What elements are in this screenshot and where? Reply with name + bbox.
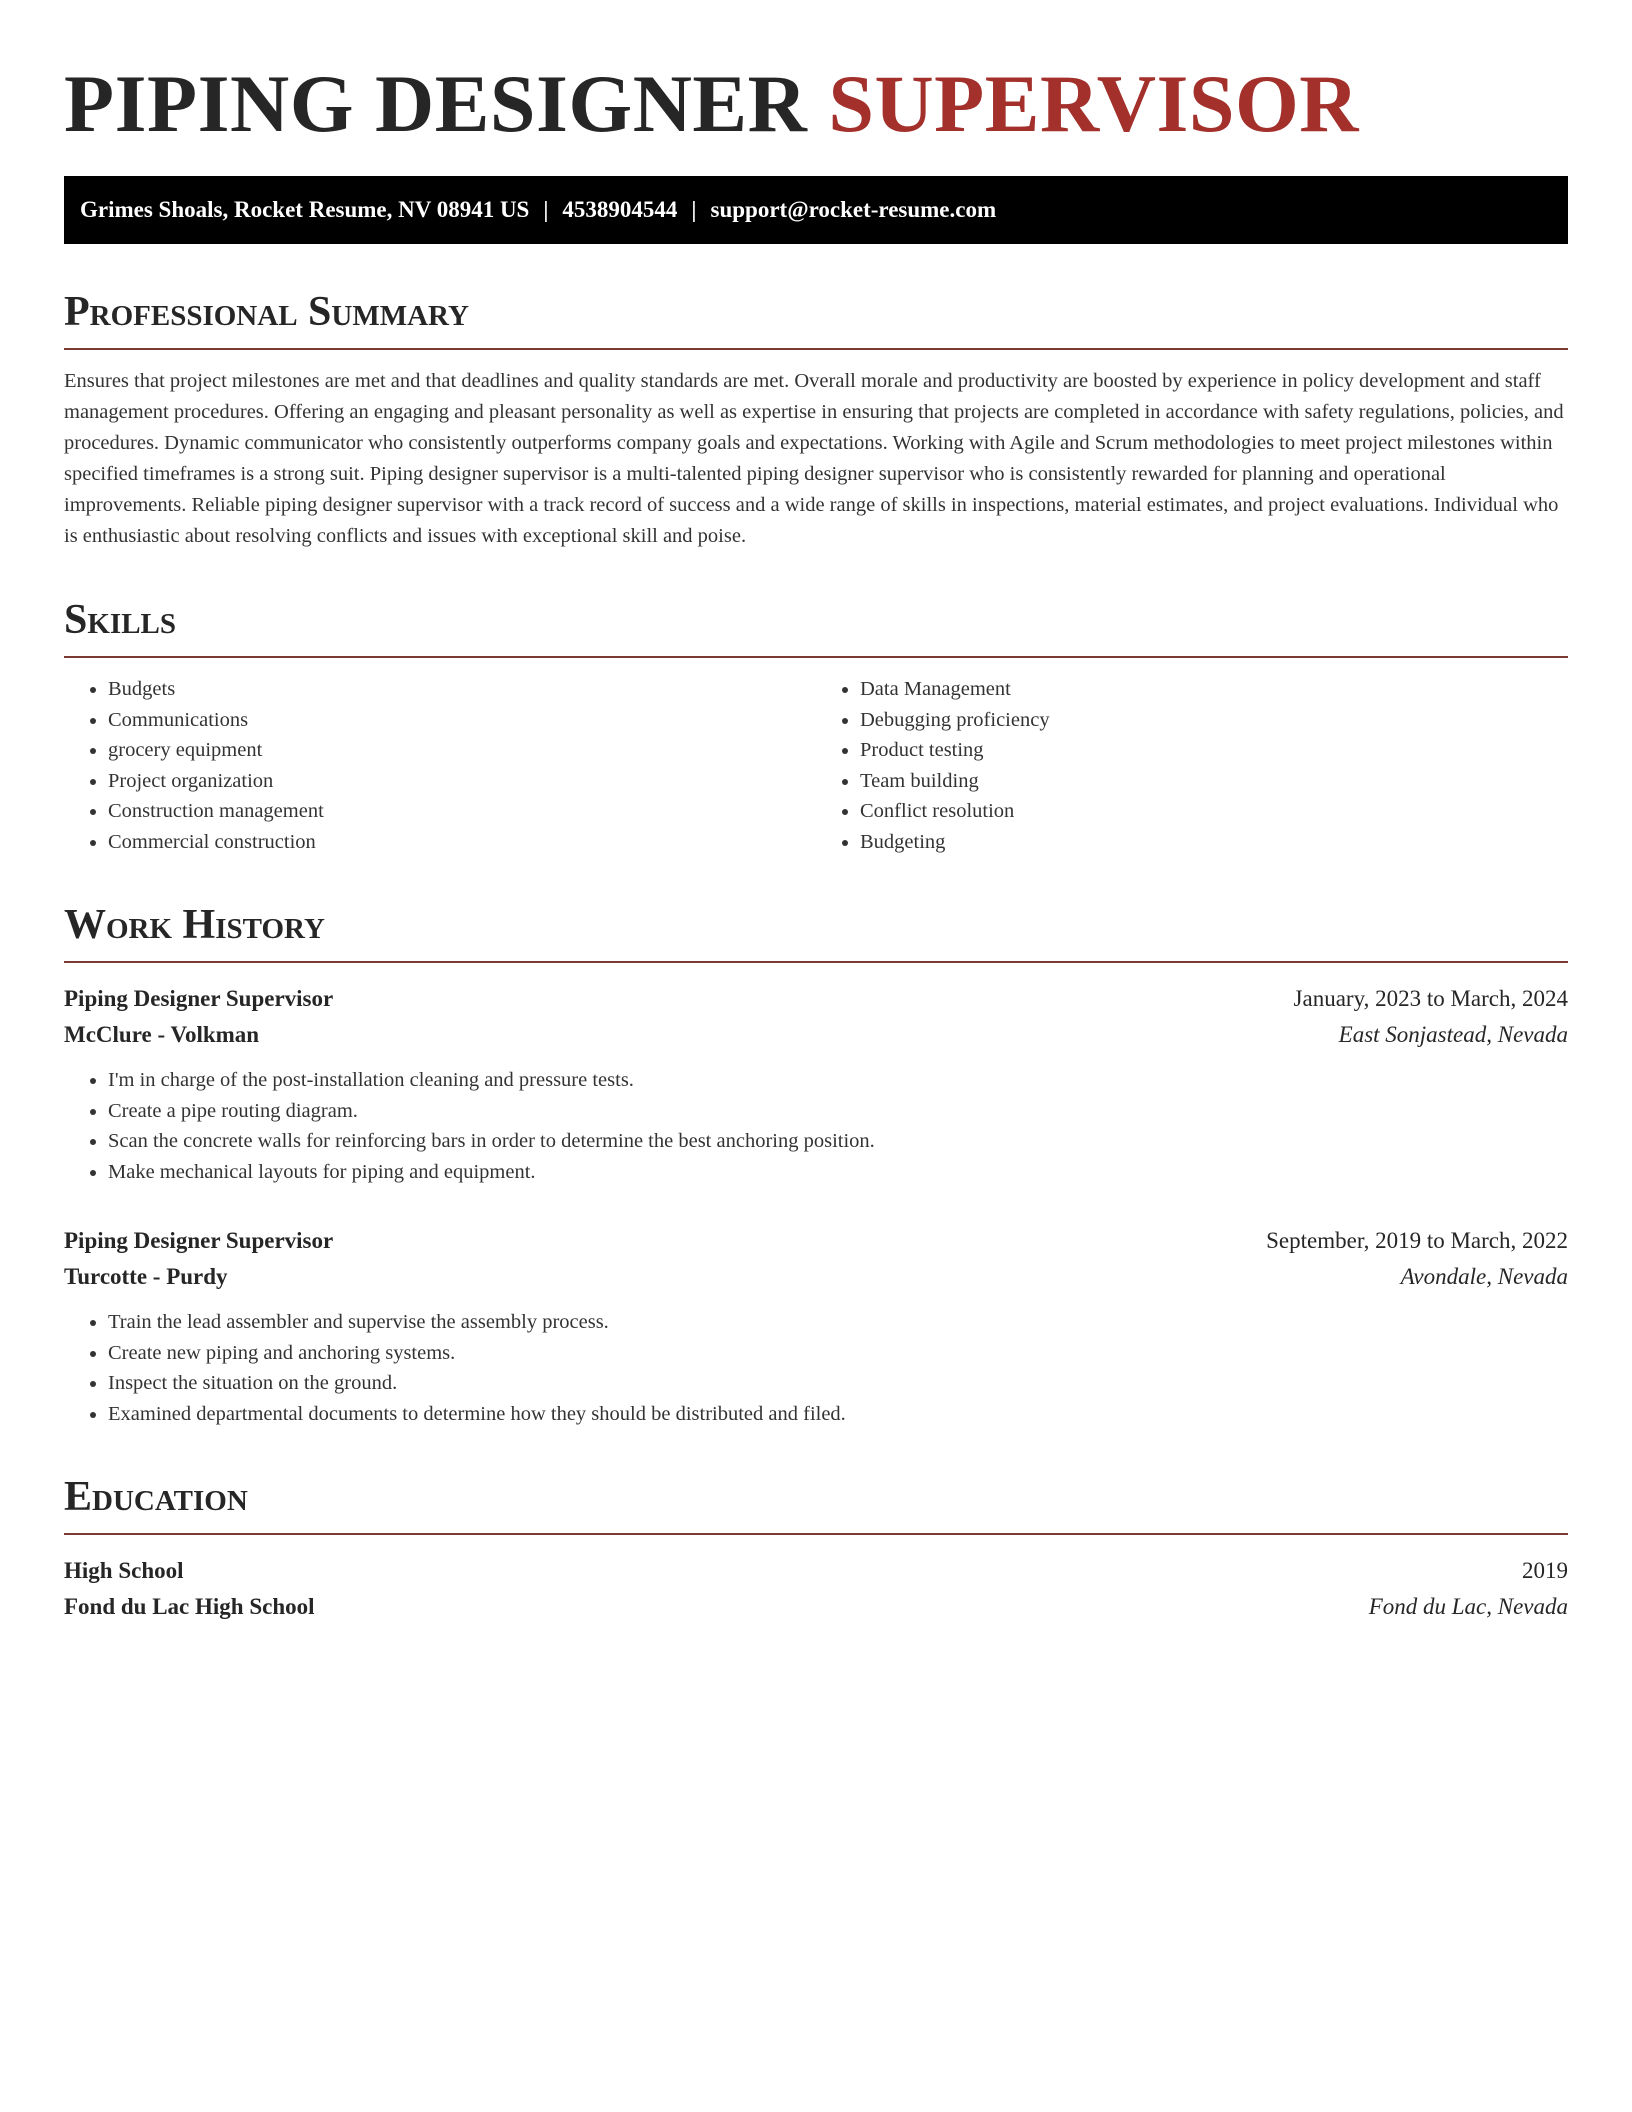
education-location: Fond du Lac, Nevada bbox=[1368, 1594, 1568, 1619]
job-company: Turcotte - Purdy bbox=[64, 1264, 228, 1289]
skill-item: • Construction management bbox=[108, 796, 816, 827]
summary-section bbox=[64, 288, 1568, 552]
skill-item: • Data Management bbox=[860, 674, 1568, 705]
job-location: Avondale, Nevada bbox=[1400, 1264, 1568, 1289]
education-degree: High School bbox=[64, 1558, 184, 1583]
job-bullet: • Make mechanical layouts for piping and equipment. bbox=[108, 1157, 1568, 1188]
skill-item: • Budgets bbox=[108, 674, 816, 705]
job-bullet: • Create a pipe routing diagram. bbox=[108, 1096, 1568, 1127]
contact-address: Grimes Shoals, Rocket Resume, NV 08941 US bbox=[80, 197, 530, 222]
education-school-row bbox=[64, 1589, 1568, 1625]
name-accent: SUPERVISOR bbox=[828, 58, 1360, 149]
contact-bar bbox=[64, 176, 1568, 244]
skill-item: • Project organization bbox=[108, 766, 816, 797]
job-entry bbox=[64, 1223, 1568, 1429]
job-bullet: • Examined departmental documents to determine how they should be distributed and filed. bbox=[108, 1399, 1568, 1430]
skill-item: • Product testing bbox=[860, 735, 1568, 766]
skills-section bbox=[64, 596, 1568, 857]
education-header-row bbox=[64, 1553, 1568, 1589]
job-bullets bbox=[64, 1065, 1568, 1187]
education-heading: Education bbox=[64, 1473, 1568, 1535]
skill-item: • Team building bbox=[860, 766, 1568, 797]
job-header-row bbox=[64, 1223, 1568, 1259]
skills-heading: Skills bbox=[64, 596, 1568, 658]
skills-columns bbox=[64, 674, 1568, 857]
resume-name bbox=[64, 54, 1568, 154]
job-header-row bbox=[64, 981, 1568, 1017]
job-company: McClure - Volkman bbox=[64, 1022, 260, 1047]
job-company-row bbox=[64, 1017, 1568, 1053]
job-entry bbox=[64, 981, 1568, 1187]
skill-item: • Commercial construction bbox=[108, 827, 816, 858]
skills-list-right bbox=[816, 674, 1568, 857]
contact-email[interactable]: support@rocket-resume.com bbox=[710, 197, 997, 222]
education-entry bbox=[64, 1553, 1568, 1625]
skill-item: • Conflict resolution bbox=[860, 796, 1568, 827]
work-history-heading: Work History bbox=[64, 901, 1568, 963]
contact-separator: | bbox=[691, 197, 697, 222]
skill-item: • Communications bbox=[108, 705, 816, 736]
education-school: Fond du Lac High School bbox=[64, 1594, 315, 1619]
job-company-row bbox=[64, 1259, 1568, 1295]
skill-item: • Budgeting bbox=[860, 827, 1568, 858]
contact-phone[interactable]: 4538904544 bbox=[562, 197, 678, 222]
skill-item: • Debugging proficiency bbox=[860, 705, 1568, 736]
skills-list-left bbox=[64, 674, 816, 857]
job-bullet: • Train the lead assembler and supervise the assembly process. bbox=[108, 1307, 1568, 1338]
job-bullet: • Inspect the situation on the ground. bbox=[108, 1368, 1568, 1399]
job-location: East Sonjastead, Nevada bbox=[1338, 1022, 1568, 1047]
summary-text: Ensures that project milestones are met and that deadlines and quality standards are met. Overall morale and productivity are boosted by experience in policy development and staff management procedures. Offering an engaging and pleasant personality as well as expertise in ensuring that projects are completed in accordance with safety regulations, policies, and procedures. Dynamic communicator who consistently outperforms company goals and expectations. Working with Agile and Scrum methodologies to meet project milestones within specified timeframes is a strong suit. Piping designer supervisor is a multi-talented piping designer supervisor who is consistently rewarded for planning and operational improvements. Reliable piping designer supervisor with a track record of success and a wide range of skills in inspections, material estimates, and project evaluations. Individual who is enthusiastic about resolving conflicts and issues with exceptional skill and poise. bbox=[64, 370, 1564, 547]
job-bullet: • I'm in charge of the post-installation cleaning and pressure tests. bbox=[108, 1065, 1568, 1096]
contact-separator: | bbox=[543, 197, 549, 222]
job-bullets bbox=[64, 1307, 1568, 1429]
job-dates: January, 2023 to March, 2024 bbox=[1293, 986, 1568, 1011]
job-dates: September, 2019 to March, 2022 bbox=[1266, 1228, 1568, 1253]
job-bullet: • Create new piping and anchoring systems. bbox=[108, 1338, 1568, 1369]
skill-item: • grocery equipment bbox=[108, 735, 816, 766]
job-title: Piping Designer Supervisor bbox=[64, 1228, 334, 1253]
job-bullet: • Scan the concrete walls for reinforcing bars in order to determine the best anchoring position. bbox=[108, 1126, 1568, 1157]
name-main: PIPING DESIGNER bbox=[64, 58, 808, 149]
education-year: 2019 bbox=[1522, 1558, 1568, 1583]
education-section bbox=[64, 1473, 1568, 1625]
work-history-section bbox=[64, 901, 1568, 1429]
summary-heading: Professional Summary bbox=[64, 288, 1568, 350]
job-title: Piping Designer Supervisor bbox=[64, 986, 334, 1011]
